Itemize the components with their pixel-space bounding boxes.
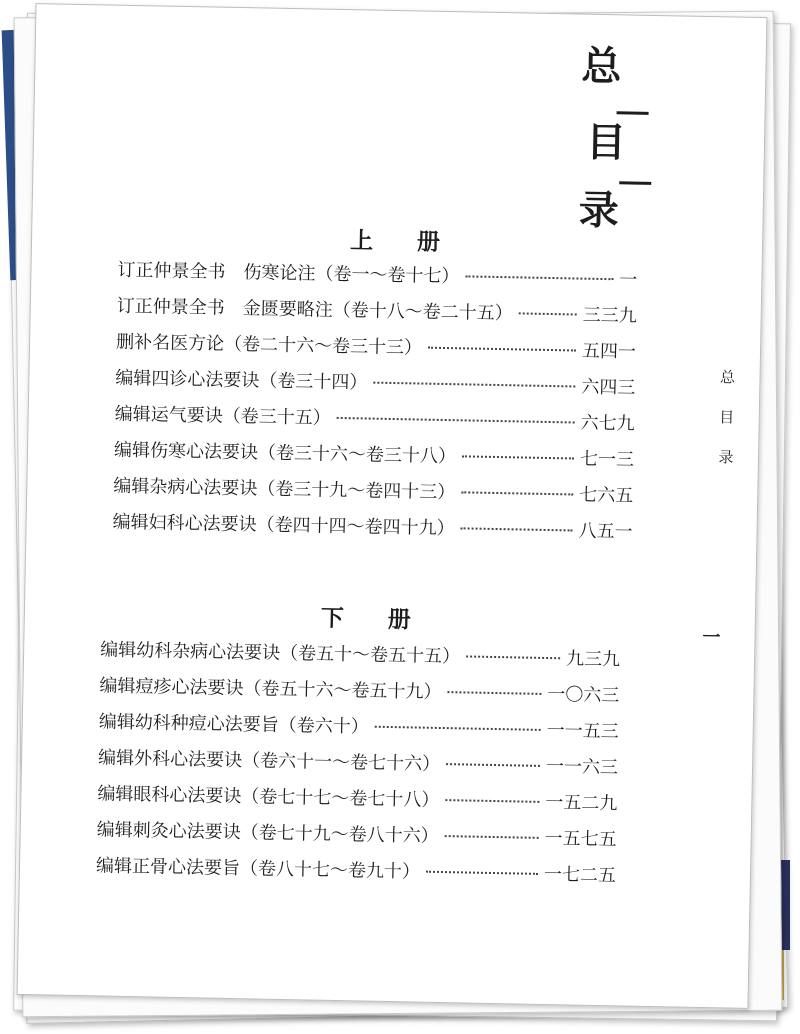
leader-dots — [519, 312, 577, 315]
running-head-char: 总 — [719, 368, 736, 387]
title-dash — [617, 111, 649, 115]
leader-dots — [445, 799, 539, 803]
toc-entry[interactable] — [98, 743, 618, 779]
toc-entry[interactable] — [113, 472, 633, 508]
toc-entry-page: 一一六三 — [545, 756, 619, 779]
toc-entry-title: 编辑伤寒心法要诀（卷三十六～卷三十八） — [113, 439, 457, 468]
leader-dots — [462, 455, 574, 459]
leader-dots — [337, 417, 575, 424]
toc-entry-title: 编辑杂病心法要诀（卷三十九～卷四十三） — [113, 475, 456, 504]
toc-entry[interactable] — [117, 256, 637, 292]
toc-entry[interactable] — [97, 779, 617, 815]
toc-entry-page: 一一五三 — [546, 720, 619, 743]
leader-dots — [461, 491, 573, 495]
toc-page — [17, 3, 768, 1009]
leader-dots — [445, 835, 539, 839]
toc-entry-title: 编辑幼科杂病心法要诀（卷五十～卷五十五） — [99, 639, 461, 668]
toc-entry-page: 九三九 — [565, 648, 621, 671]
title-char: 总 — [581, 43, 622, 91]
toc-entry-title: 编辑眼科心法要诀（卷七十七～卷七十八） — [97, 783, 440, 811]
volume-heading-lower: 下 册 — [320, 605, 430, 634]
toc-entry-title: 编辑幼科种痘心法要旨（卷六十） — [98, 711, 369, 738]
toc-entry-title: 编辑妇科心法要诀（卷四十四～卷四十九） — [112, 511, 455, 540]
toc-entry-title: 删补名医方论（卷二十六～卷三十三） — [115, 331, 423, 359]
running-head-char: 录 — [718, 448, 734, 467]
toc-entry[interactable] — [112, 508, 632, 544]
toc-entry-page: 六七九 — [580, 412, 635, 435]
leader-dots — [373, 382, 575, 388]
leader-dots — [428, 347, 576, 352]
toc-entry-title: 编辑痘疹心法要诀（卷五十六～卷五十九） — [99, 675, 442, 703]
toc-entry-page: 一五七五 — [544, 827, 617, 851]
leader-dots — [465, 275, 613, 280]
toc-entry-title: 编辑正骨心法要旨（卷八十七～卷九十） — [95, 855, 421, 883]
toc-entry-title: 订正仲景全书 伤寒论注（卷一～卷十七） — [117, 259, 460, 288]
leader-dots — [466, 655, 560, 659]
toc-entry-title: 编辑外科心法要诀（卷六十一～卷七十六） — [97, 747, 441, 775]
toc-entry[interactable] — [97, 815, 617, 851]
toc-entry[interactable] — [114, 436, 634, 472]
leader-dots — [461, 527, 573, 531]
toc-entry-title: 编辑运气要诀（卷三十五） — [114, 403, 331, 429]
toc-entry-page: 一五二九 — [545, 792, 618, 815]
toc-entry-page: 七一三 — [579, 448, 635, 471]
volume-heading-upper: 上 册 — [349, 228, 459, 257]
toc-entry-page: 八五一 — [578, 520, 633, 543]
toc-entry[interactable] — [114, 400, 634, 436]
toc-entry-page: 七六五 — [579, 484, 634, 507]
title-char: 录 — [578, 187, 620, 235]
page-number: 一 — [702, 626, 721, 649]
toc-entry[interactable] — [100, 635, 620, 671]
toc-entry-page: 一〇六三 — [547, 684, 620, 707]
leader-dots — [447, 691, 541, 695]
title-dash — [619, 181, 651, 185]
toc-entry[interactable] — [117, 292, 637, 328]
toc-entry-title: 编辑刺灸心法要诀（卷七十九～卷八十六） — [96, 819, 439, 847]
toc-entry[interactable] — [99, 671, 619, 707]
running-head — [714, 357, 740, 477]
toc-entry-page: 五四一 — [581, 340, 637, 363]
toc-entry[interactable] — [116, 328, 636, 364]
running-head-char: 目 — [719, 408, 735, 427]
toc-entry-page: 一七二五 — [543, 863, 617, 887]
leader-dots — [426, 871, 538, 875]
toc-entry-page: 一 — [619, 269, 638, 291]
toc-entry-page: 三三九 — [582, 304, 637, 327]
page-title — [578, 35, 652, 235]
title-char: 目 — [585, 119, 627, 167]
toc-entry-page: 六四三 — [581, 376, 636, 399]
toc-entry[interactable] — [115, 364, 635, 400]
leader-dots — [375, 726, 541, 731]
leader-dots — [446, 763, 540, 767]
toc-entry[interactable] — [96, 851, 616, 887]
toc-entry-title: 订正仲景全书 金匮要略注（卷十八～卷二十五） — [116, 295, 513, 325]
toc-entry-title: 编辑四诊心法要诀（卷三十四） — [115, 367, 368, 394]
toc-entry[interactable] — [99, 707, 619, 743]
